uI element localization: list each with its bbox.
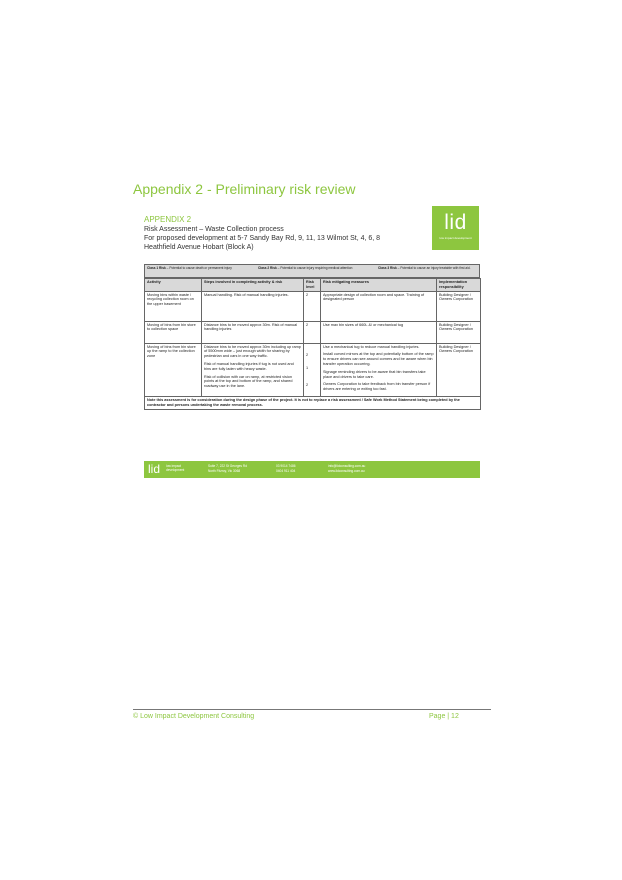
header-steps: Steps involved in completing activity & risk xyxy=(202,279,304,292)
table-row xyxy=(145,343,481,396)
lid-logo-text: lid xyxy=(444,211,467,234)
activity-cell: Moving of bins from bin store up the ramp to the collection zone xyxy=(145,343,202,396)
activity-cell: Moving of bins from bin store to collection space xyxy=(145,321,202,343)
steps-cell: Distance bins to be moved approx 30m including up ramp of 5500mm wide – just enough width for sharing by pedestrian and cars in one way traffic. Risk of manual handling injuries if tug is not used and bins are fully laden with heavy waste. Risk of collision with car on ramp, at restricted vision points at the top and bottom of the ramp, and shared roadway use in the lane. xyxy=(202,343,304,396)
page-footer-rule xyxy=(133,709,491,710)
header-measures: Risk mitigating measures xyxy=(321,279,437,292)
level-cell: 2 1 2 xyxy=(304,343,321,396)
responsibility-cell: Building Designer / Owners Corporation xyxy=(437,291,481,321)
table-header-row xyxy=(145,279,481,292)
level-cell: 2 xyxy=(304,321,321,343)
class-2-legend: Class 2 Risk – Potential to cause injury requiring medical attention xyxy=(258,266,353,270)
class-3-legend: Class 3 Risk – Potential to cause an injury treatable with first aid. xyxy=(378,266,471,270)
lid-logo xyxy=(432,206,479,250)
risk-table xyxy=(144,278,481,410)
responsibility-cell: Building Designer / Owners Corporation xyxy=(437,321,481,343)
assessment-note: Note this assessment is for consideration during the design phase of the project. It is not to replace a risk assessment / Safe Work Method Statement being completed by the contractor and persons undertaking the waste removal process. xyxy=(145,396,481,409)
measures-cell: Use a mechanical tug to reduce manual handling injuries. Install curved mirrors at the top and potentially bottom of the ramp to ensure drivers can see around corners and be aware when bin transfer operation occurring. Signage reminding drivers to be aware that bin transfers take place and drivers to take care. Owners Corporation to take feedback from bin transfer person if drivers are entering or exiting too fast. xyxy=(321,343,437,396)
contact-footer-bar xyxy=(144,461,480,478)
footer-phone: 03 9014 7486 0404 911 404 xyxy=(276,464,296,473)
appendix-heading: Appendix 2 - Preliminary risk review xyxy=(133,181,356,197)
subheader-line-1: Risk Assessment – Waste Collection process xyxy=(144,226,284,233)
header-responsibility: Implementation responsibility xyxy=(437,279,481,292)
class-1-legend: Class 1 Risk – Potential to cause death or permanent injury xyxy=(147,266,232,270)
lid-logo-tagline: low impact development xyxy=(439,236,472,240)
footer-company-name: low impact development xyxy=(166,464,185,472)
footer-lid-logo: lid xyxy=(148,462,161,476)
steps-cell: Distance bins to be moved approx 30m. Risk of manual handling injuries xyxy=(202,321,304,343)
steps-cell: Manual handling. Risk of manual handling injuries. xyxy=(202,291,304,321)
risk-class-legend xyxy=(144,264,480,278)
measures-cell: Appropriate design of collection room and space. Training of designated person xyxy=(321,291,437,321)
footer-address: Suite 7, 222 St Georges Rd North Fitzroy, Vic 3068 xyxy=(208,464,247,473)
activity-cell: Moving bins within waste / recycling collection room on the upper basement xyxy=(145,291,202,321)
page-number: Page | 12 xyxy=(429,713,459,720)
level-cell: 2 xyxy=(304,291,321,321)
measures-cell: Use max bin sizes of 660L &/ or mechanical tug xyxy=(321,321,437,343)
table-row xyxy=(145,321,481,343)
note-row xyxy=(145,396,481,409)
table-row xyxy=(145,291,481,321)
risk-assessment-table xyxy=(144,264,480,410)
appendix-subheader xyxy=(144,215,394,252)
subheader-line-3: Heathfield Avenue Hobart (Block A) xyxy=(144,244,254,251)
responsibility-cell: Building Designer / Owners Corporation xyxy=(437,343,481,396)
footer-email-web: info@lidconsulting.com.au www.lidconsulting.com.au xyxy=(328,464,366,473)
header-risk-level: Risk level xyxy=(304,279,321,292)
header-activity: Activity xyxy=(145,279,202,292)
appendix-kicker: APPENDIX 2 xyxy=(144,215,192,224)
subheader-line-2: For proposed development at 5-7 Sandy Bay Rd, 9, 11, 13 Wilmot St, 4, 6, 8 xyxy=(144,235,381,242)
page-footer-copyright: © Low Impact Development Consulting xyxy=(133,713,255,720)
